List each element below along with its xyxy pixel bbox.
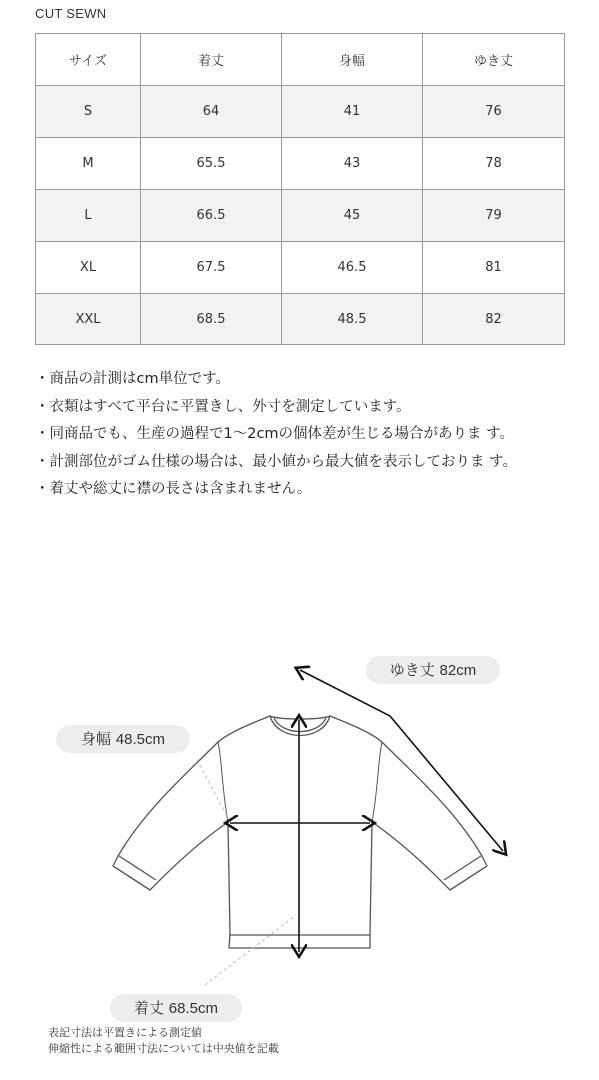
header-width: 身幅 (282, 34, 423, 86)
header-size: サイズ (36, 34, 141, 86)
cell-width: 48.5 (282, 294, 423, 345)
measurement-notes (35, 366, 569, 504)
width-label-pill (56, 725, 190, 753)
cell-sleeve: 78 (423, 138, 565, 190)
shirt-illustration (0, 560, 599, 1080)
cell-sleeve: 81 (423, 242, 565, 294)
width-value: 48.5cm (115, 731, 165, 748)
note-item: ・着丈や総丈に襟の長さは含まれません。 (35, 481, 312, 497)
table-header-row (36, 34, 565, 86)
length-value: 68.5cm (168, 1000, 218, 1017)
cell-size: M (36, 138, 141, 190)
header-length: 着丈 (141, 34, 282, 86)
table-row (36, 138, 565, 190)
cell-size: L (36, 190, 141, 242)
cell-length: 66.5 (141, 190, 282, 242)
sleeve-label-pill (366, 656, 500, 684)
table-row (36, 294, 565, 345)
caption-line: 伸縮性による範囲寸法については中央値を記載 (48, 1042, 279, 1055)
cell-size: XXL (36, 294, 141, 345)
section-title: CUT SEWN (35, 6, 107, 21)
cell-length: 65.5 (141, 138, 282, 190)
cell-length: 68.5 (141, 294, 282, 345)
caption-line: 表記寸法は平置きによる測定値 (48, 1026, 202, 1039)
header-sleeve: ゆき丈 (423, 34, 565, 86)
note-item: ・衣類はすべて平台に平置きし、外寸を測定しています。 (35, 398, 411, 415)
sleeve-label: ゆき丈 (389, 662, 435, 679)
cell-width: 43 (282, 138, 423, 190)
note-item: ・同商品でも、生産の過程で1〜2cmの個体差が生じる場合がありま す。 (35, 426, 514, 442)
cell-sleeve: 76 (423, 86, 565, 138)
cell-width: 46.5 (282, 242, 423, 294)
table-row (36, 242, 565, 294)
length-label: 着丈 (134, 1000, 165, 1017)
cell-sleeve: 82 (423, 294, 565, 345)
sleeve-value: 82cm (439, 662, 477, 679)
cell-length: 67.5 (141, 242, 282, 294)
cell-width: 45 (282, 190, 423, 242)
note-item: ・商品の計測はcm単位です。 (35, 371, 230, 387)
size-table (35, 33, 565, 345)
cell-size: S (36, 86, 141, 138)
cell-width: 41 (282, 86, 423, 138)
measurement-diagram (0, 560, 599, 1080)
note-item: ・計測部位がゴム仕様の場合は、最小値から最大値を表示しておりま す。 (35, 453, 517, 470)
table-row (36, 190, 565, 242)
cell-size: XL (36, 242, 141, 294)
cell-length: 64 (141, 86, 282, 138)
cell-sleeve: 79 (423, 190, 565, 242)
diagram-caption (48, 1025, 279, 1057)
table-row (36, 86, 565, 138)
width-label: 身幅 (81, 731, 112, 748)
length-label-pill (110, 994, 242, 1022)
